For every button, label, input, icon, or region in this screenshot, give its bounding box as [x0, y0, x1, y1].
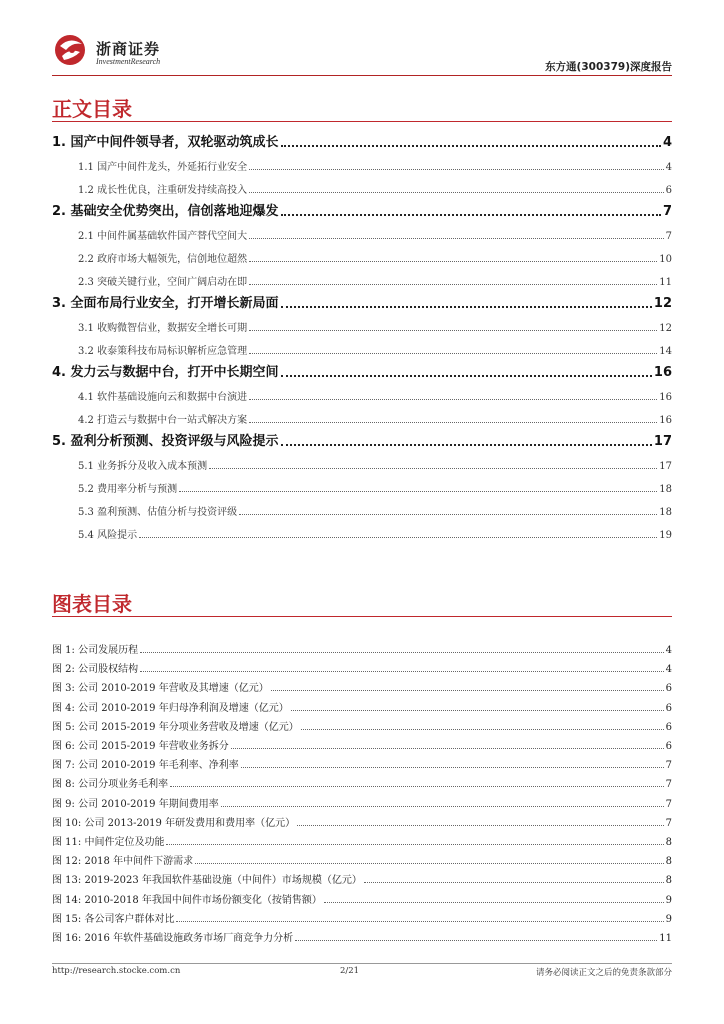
dot-leader	[241, 767, 664, 768]
toc-section-item-page: 16	[659, 415, 672, 426]
figure-list-item-label: 图 8: 公司分项业务毛利率	[52, 779, 169, 790]
footer-rule	[52, 963, 672, 964]
toc-section-item-page: 4	[665, 162, 672, 173]
toc-section-item[interactable]	[52, 157, 672, 173]
figure-list-item-label: 图 11: 中间件定位及功能	[52, 837, 165, 848]
toc-section-item[interactable]	[52, 456, 672, 472]
dot-leader	[301, 729, 664, 730]
figure-list-item-label: 图 4: 公司 2010-2019 年归母净利润及增速（亿元）	[52, 703, 289, 714]
toc-section-item-page: 16	[659, 392, 672, 403]
figure-list-item[interactable]	[52, 640, 672, 656]
figure-list-item-label: 图 9: 公司 2010-2019 年期间费用率	[52, 799, 219, 810]
figure-list-item[interactable]	[52, 736, 672, 752]
toc-chapter-item-page: 17	[653, 434, 672, 449]
figure-list-item[interactable]	[52, 755, 672, 771]
toc-chapter-item-label: 2. 基础安全优势突出，信创落地迎爆发	[52, 204, 279, 219]
figure-list-item-page: 4	[665, 645, 672, 656]
dot-leader	[239, 514, 657, 515]
figure-list-item-label: 图 1: 公司发展历程	[52, 645, 139, 656]
figure-list-item[interactable]	[52, 678, 672, 694]
dot-leader	[295, 940, 657, 941]
dot-leader	[249, 192, 664, 193]
toc-section-item-label: 4.2 打造云与数据中台一站式解决方案	[78, 415, 248, 426]
figures-title-rule	[52, 616, 672, 617]
toc-section-item-page: 18	[659, 507, 672, 518]
dot-leader	[140, 652, 664, 653]
toc-section-item-page: 17	[659, 461, 672, 472]
dot-leader	[249, 353, 657, 354]
toc-section-item-page: 14	[659, 346, 672, 357]
dot-leader	[195, 863, 664, 864]
dot-leader	[249, 422, 657, 423]
figures-title: 图表目录	[52, 592, 132, 616]
toc-section-item-label: 2.1 中间件属基础软件国产替代空间大	[78, 231, 248, 242]
toc-chapter-item-label: 1. 国产中间件领导者，双轮驱动筑成长	[52, 135, 279, 150]
figure-list-item[interactable]	[52, 813, 672, 829]
dot-leader	[249, 284, 657, 285]
figure-list-item-page: 7	[665, 799, 672, 810]
figure-list-item-page: 4	[665, 664, 672, 675]
dot-leader	[139, 537, 657, 538]
dot-leader	[249, 238, 664, 239]
toc-section-item-label: 4.1 软件基础设施向云和数据中台演进	[78, 392, 248, 403]
toc-section-item[interactable]	[52, 272, 672, 288]
toc-section-item-label: 2.2 政府市场大幅领先，信创地位超然	[78, 254, 248, 265]
dot-leader	[281, 214, 661, 216]
toc-section-item-page: 19	[659, 530, 672, 541]
toc-chapter-item[interactable]	[52, 134, 672, 150]
figure-list-item[interactable]	[52, 659, 672, 675]
figure-list-item[interactable]	[52, 870, 672, 886]
dot-leader	[176, 921, 663, 922]
toc-section-item[interactable]	[52, 180, 672, 196]
toc-chapter-item-page: 4	[662, 135, 672, 150]
dot-leader	[166, 844, 663, 845]
figure-list-item-page: 6	[665, 703, 672, 714]
page-header	[52, 30, 672, 76]
figure-list-item-label: 图 10: 公司 2013-2019 年研发费用和费用率（亿元）	[52, 818, 296, 829]
dot-leader	[231, 748, 664, 749]
dot-leader	[271, 690, 664, 691]
figure-list-item-label: 图 13: 2019-2023 年我国软件基础设施（中间件）市场规模（亿元）	[52, 875, 362, 886]
dot-leader	[324, 902, 664, 903]
toc-section-item-label: 5.1 业务拆分及收入成本预测	[78, 461, 208, 472]
figure-list-item-page: 6	[665, 683, 672, 694]
dot-leader	[249, 399, 657, 400]
toc-section-item[interactable]	[52, 479, 672, 495]
toc-chapter-item-page: 16	[653, 365, 672, 380]
zheshang-logo-icon	[52, 32, 92, 68]
figure-list-item-page: 8	[665, 875, 672, 886]
report-tag: 东方通(300379)深度报告	[545, 61, 672, 73]
figure-list-item-label: 图 5: 公司 2015-2019 年分项业务营收及增速（亿元）	[52, 722, 299, 733]
toc-title: 正文目录	[52, 97, 132, 121]
toc-section-item[interactable]	[52, 341, 672, 357]
dot-leader	[249, 261, 657, 262]
toc-chapter-item-page: 7	[662, 204, 672, 219]
footer-disclaimer: 请务必阅读正文之后的免责条款部分	[535, 968, 672, 978]
toc-section-item[interactable]	[52, 318, 672, 334]
toc-section-item-label: 5.2 费用率分析与预测	[78, 484, 178, 495]
figure-list-item-page: 7	[665, 779, 672, 790]
figure-list-item-page: 6	[665, 722, 672, 733]
dot-leader	[221, 806, 664, 807]
figure-list-item-page: 8	[665, 856, 672, 867]
toc-section-item[interactable]	[52, 249, 672, 265]
dot-leader	[291, 710, 664, 711]
toc-chapter-item-label: 3. 全面布局行业安全，打开增长新局面	[52, 296, 279, 311]
toc-section-item-label: 5.4 风险提示	[78, 530, 138, 541]
dot-leader	[364, 882, 664, 883]
toc-section-item-page: 7	[665, 231, 672, 242]
toc-section-item-page: 11	[659, 277, 672, 288]
toc-chapter-item-label: 5. 盈利分析预测、投资评级与风险提示	[52, 434, 279, 449]
figure-list-item-page: 9	[665, 895, 672, 906]
toc-section-item-page: 18	[659, 484, 672, 495]
dot-leader	[281, 145, 661, 147]
figure-list-item-page: 9	[665, 914, 672, 925]
toc-section-item-label: 5.3 盈利预测、估值分析与投资评级	[78, 507, 238, 518]
figure-list-item-label: 图 6: 公司 2015-2019 年营收业务拆分	[52, 741, 229, 752]
dot-leader	[209, 468, 657, 469]
toc-section-item-page: 10	[659, 254, 672, 265]
toc-chapter-item[interactable]	[52, 364, 672, 380]
figure-list-item-label: 图 7: 公司 2010-2019 年毛利率、净利率	[52, 760, 239, 771]
dot-leader	[297, 825, 664, 826]
figure-list-item[interactable]	[52, 909, 672, 925]
toc-chapter-item[interactable]	[52, 203, 672, 219]
figure-list-item-page: 6	[665, 741, 672, 752]
figure-list-item[interactable]	[52, 928, 672, 944]
figure-list-item-page: 8	[665, 837, 672, 848]
figure-list-item-page: 7	[665, 818, 672, 829]
brand-subtitle: InvestmentResearch	[96, 57, 161, 66]
toc-section-item[interactable]	[52, 502, 672, 518]
toc-section-item-label: 3.2 收泰策科技布局标识解析应急管理	[78, 346, 248, 357]
toc-section-item[interactable]	[52, 387, 672, 403]
toc-section-item[interactable]	[52, 226, 672, 242]
dot-leader	[179, 491, 657, 492]
figure-list-item[interactable]	[52, 717, 672, 733]
dot-leader	[140, 671, 664, 672]
figure-list-item[interactable]	[52, 794, 672, 810]
figure-list-item[interactable]	[52, 698, 672, 714]
toc-section-item-label: 3.1 收购微智信业，数据安全增长可期	[78, 323, 248, 334]
figure-list-item-label: 图 3: 公司 2010-2019 年营收及其增速（亿元）	[52, 683, 269, 694]
toc-chapter-item[interactable]	[52, 433, 672, 449]
toc-chapter-item-page: 12	[653, 296, 672, 311]
toc-section-item[interactable]	[52, 410, 672, 426]
toc-section-item[interactable]	[52, 525, 672, 541]
toc-section-item-page: 6	[665, 185, 672, 196]
footer-page-number: 2/21	[340, 966, 360, 976]
footer-url[interactable]: http://research.stocke.com.cn	[52, 966, 181, 976]
figure-list-item-page: 7	[665, 760, 672, 771]
figure-list-item[interactable]	[52, 851, 672, 867]
toc-section-item-label: 1.2 成长性优良，注重研发持续高投入	[78, 185, 248, 196]
figure-list-item-page: 11	[659, 933, 672, 944]
toc-chapter-item-label: 4. 发力云与数据中台，打开中长期空间	[52, 365, 279, 380]
figure-list-item-label: 图 12: 2018 年中间件下游需求	[52, 856, 194, 867]
toc-chapter-item[interactable]	[52, 295, 672, 311]
figure-list-item-label: 图 15: 各公司客户群体对比	[52, 914, 175, 925]
figure-list-item[interactable]	[52, 890, 672, 906]
toc-section-item-page: 12	[659, 323, 672, 334]
figure-list-item[interactable]	[52, 774, 672, 790]
brand-name: 浙商证券	[96, 40, 161, 58]
figure-list-item-label: 图 14: 2010-2018 年我国中间件市场份额变化（按销售额）	[52, 895, 322, 906]
dot-leader	[249, 169, 664, 170]
toc-section-item-label: 1.1 国产中间件龙头，外延拓行业安全	[78, 162, 248, 173]
dot-leader	[170, 786, 664, 787]
figure-list-item[interactable]	[52, 832, 672, 848]
dot-leader	[281, 306, 652, 308]
toc-section-item-label: 2.3 突破关键行业，空间广阔启动在即	[78, 277, 248, 288]
dot-leader	[281, 444, 652, 446]
figure-list-item-label: 图 2: 公司股权结构	[52, 664, 139, 675]
toc-title-rule	[52, 121, 672, 122]
figure-list-item-label: 图 16: 2016 年软件基础设施政务市场厂商竞争力分析	[52, 933, 294, 944]
dot-leader	[281, 375, 652, 377]
dot-leader	[249, 330, 657, 331]
